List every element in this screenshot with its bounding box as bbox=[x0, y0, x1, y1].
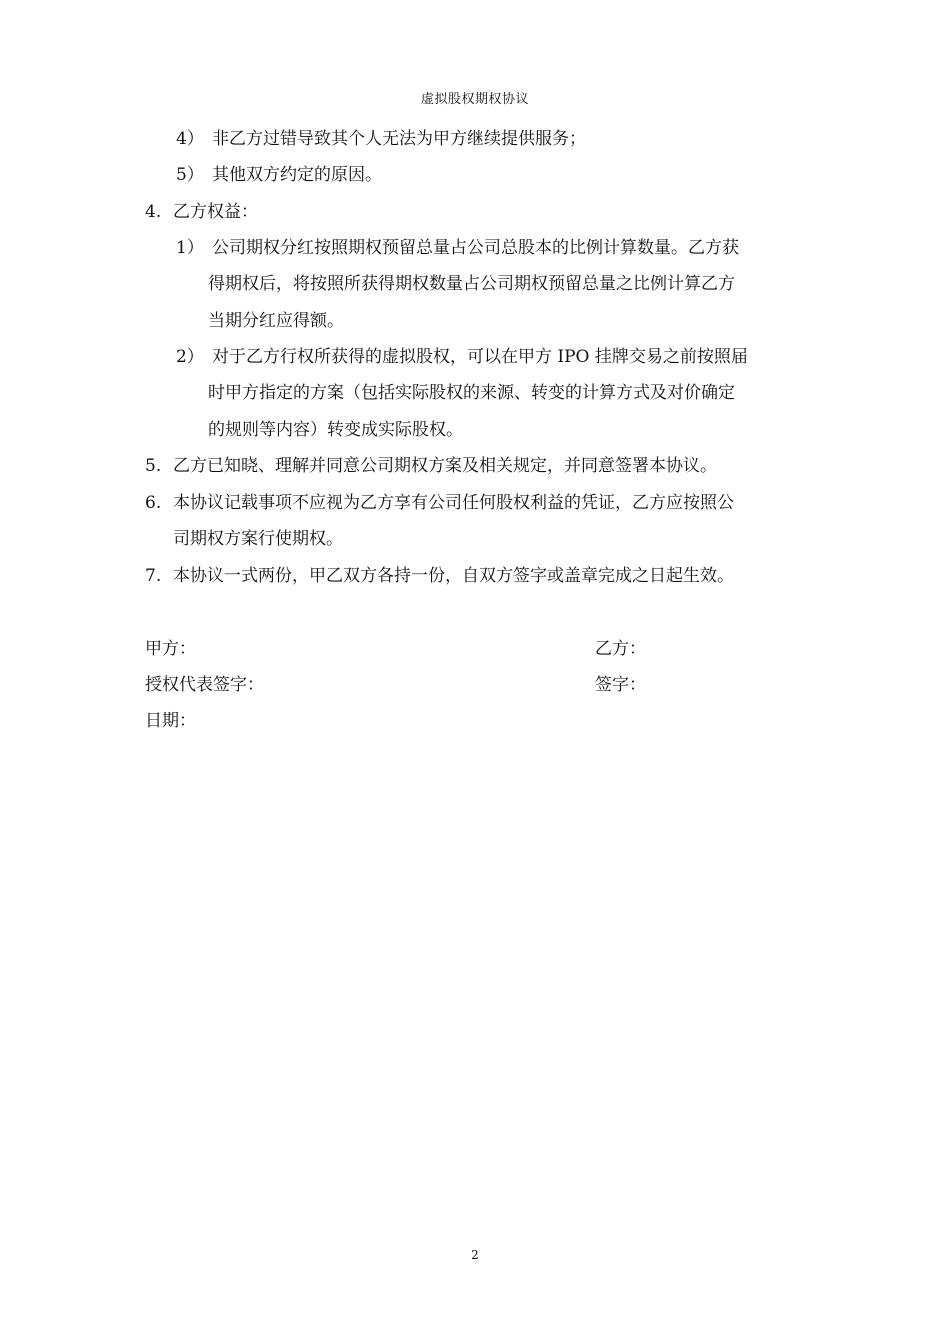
item-number: 5） bbox=[176, 165, 204, 185]
item-number: 1） bbox=[176, 238, 204, 258]
clause-6 bbox=[145, 492, 734, 514]
item-continuation: 时甲方指定的方案（包括实际股权的来源、转变的计算方式及对价确定 bbox=[208, 383, 735, 403]
item-text: 公司期权分红按照期权预留总量占公司总股本的比例计算数量。乙方获 bbox=[212, 238, 739, 258]
item-number: 4） bbox=[176, 129, 204, 149]
list-item bbox=[176, 164, 382, 186]
clause-number: 5. bbox=[145, 456, 162, 476]
clause-continuation: 司期权方案行使期权。 bbox=[173, 529, 343, 549]
list-item bbox=[176, 346, 748, 368]
clause-text: 乙方权益： bbox=[173, 202, 258, 222]
clause-text: 本协议记载事项不应视为乙方享有公司任何股权利益的凭证，乙方应按照公 bbox=[173, 493, 734, 513]
item-continuation: 当期分红应得额。 bbox=[208, 311, 344, 331]
party-b-label: 乙方： bbox=[595, 639, 646, 659]
clause-5 bbox=[145, 455, 717, 477]
clause-number: 4. bbox=[145, 202, 162, 222]
item-continuation: 得期权后，将按照所获得期权数量占公司期权预留总量之比例计算乙方 bbox=[208, 274, 735, 294]
clause-text: 本协议一式两份，甲乙双方各持一份，自双方签字或盖章完成之日起生效。 bbox=[173, 566, 734, 586]
authorized-signature-label: 授权代表签字： bbox=[145, 675, 264, 695]
list-item bbox=[176, 237, 739, 259]
clause-number: 7. bbox=[145, 566, 162, 586]
page-number: 2 bbox=[471, 1248, 479, 1262]
clause-text: 乙方已知晓、理解并同意公司期权方案及相关规定，并同意签署本协议。 bbox=[173, 456, 717, 476]
document-header-title: 虚拟股权期权协议 bbox=[420, 92, 529, 107]
signature-label: 签字： bbox=[595, 675, 646, 695]
item-text: 非乙方过错导致其个人无法为甲方继续提供服务； bbox=[212, 129, 586, 149]
clause-7 bbox=[145, 565, 734, 587]
clause-4 bbox=[145, 201, 258, 223]
item-number: 2） bbox=[176, 347, 204, 367]
list-item bbox=[176, 128, 586, 150]
party-a-label: 甲方： bbox=[145, 639, 196, 659]
clause-number: 6. bbox=[145, 493, 162, 513]
item-text: 其他双方约定的原因。 bbox=[212, 165, 382, 185]
item-continuation: 的规则等内容）转变成实际股权。 bbox=[208, 420, 463, 440]
date-label: 日期： bbox=[145, 711, 196, 731]
item-text: 对于乙方行权所获得的虚拟股权，可以在甲方 IPO 挂牌交易之前按照届 bbox=[212, 347, 748, 367]
